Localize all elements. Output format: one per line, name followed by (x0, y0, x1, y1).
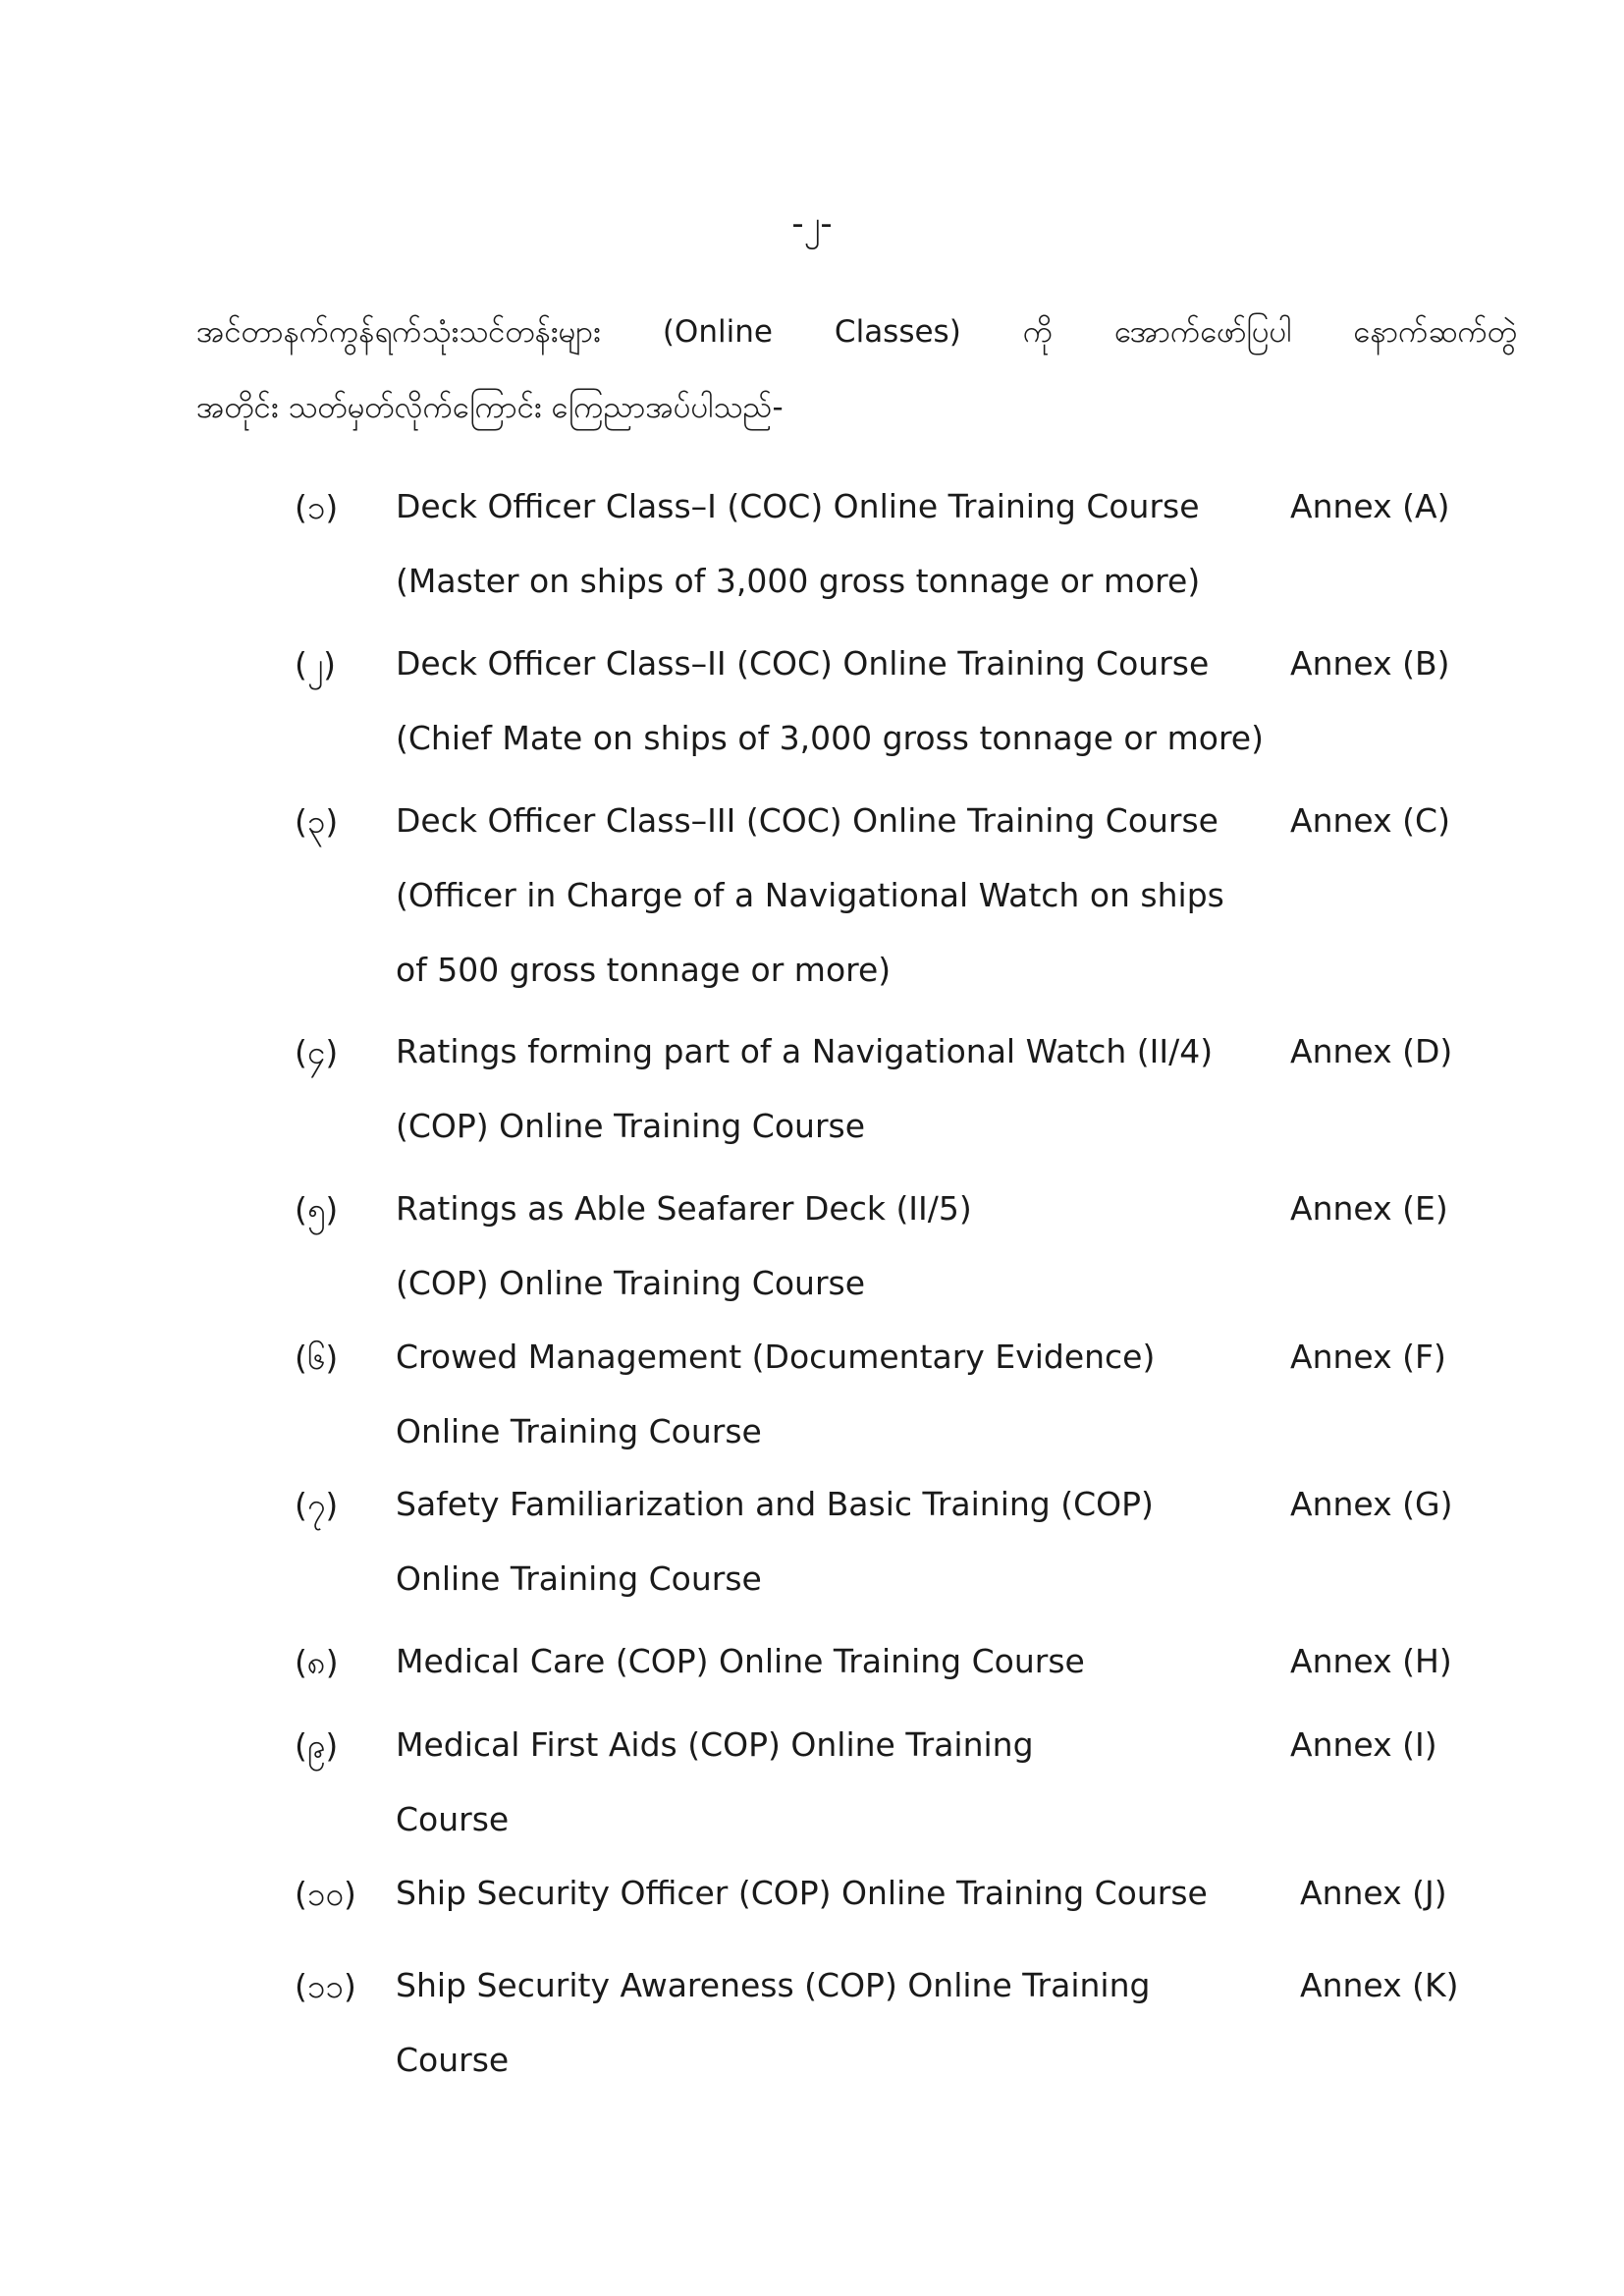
intro-line-1: အင်တာနက်ကွန်ရက်သုံးသင်တန်းများ (Online Classes) ကို အောက်ဖော်ပြပါ နောက်ဆက်တွဲ (196, 314, 1517, 350)
item-number: (၈) (295, 1643, 339, 1681)
annex-label: Annex (D) (1290, 1032, 1453, 1070)
course-title: Deck Officer Class–II (COC) Online Training Course (396, 644, 1210, 683)
item-number: (၅) (295, 1190, 339, 1229)
annex-label: Annex (K) (1300, 1966, 1459, 2004)
annex-label: Annex (J) (1300, 1874, 1447, 1912)
item-number: (၂) (295, 645, 336, 683)
course-subtitle: (Master on ships of 3,000 gross tonnage or more) (396, 562, 1201, 600)
intro-line-2: အတိုင်း သတ်မှတ်လိုက်ကြောင်း ကြေညာအပ်ပါသည်- (196, 390, 784, 425)
annex-label: Annex (F) (1290, 1338, 1446, 1376)
item-number: (၁၀) (295, 1875, 356, 1913)
course-title: Safety Familiarization and Basic Training (COP) (396, 1485, 1154, 1523)
course-subtitle: of 500 gross tonnage or more) (396, 951, 892, 989)
annex-label: Annex (G) (1290, 1485, 1453, 1523)
course-subtitle: (COP) Online Training Course (396, 1264, 866, 1302)
annex-label: Annex (B) (1290, 644, 1450, 683)
annex-label: Annex (E) (1290, 1189, 1448, 1228)
item-number: (၃) (295, 802, 339, 841)
course-title: Ratings forming part of a Navigational Watch (II/4) (396, 1032, 1214, 1070)
annex-label: Annex (C) (1290, 801, 1450, 840)
item-number: (၉) (295, 1726, 339, 1765)
item-number: (၆) (295, 1339, 339, 1377)
course-title: Deck Officer Class–I (COC) Online Training Course (396, 487, 1200, 525)
course-subtitle: Course (396, 2041, 510, 2079)
page-number: -၂- (791, 204, 833, 244)
course-subtitle: Course (396, 1800, 510, 1838)
course-title: Medical Care (COP) Online Training Course (396, 1642, 1085, 1680)
course-title: Crowed Management (Documentary Evidence) (396, 1338, 1156, 1376)
item-number: (၇) (295, 1486, 339, 1524)
course-subtitle: (COP) Online Training Course (396, 1107, 866, 1145)
course-title: Deck Officer Class–III (COC) Online Training Course (396, 801, 1218, 840)
course-title: Medical First Aids (COP) Online Training (396, 1725, 1034, 1764)
course-subtitle: (Officer in Charge of a Navigational Watch on ships (396, 876, 1224, 914)
item-number: (၁၁) (295, 1967, 356, 2005)
annex-label: Annex (H) (1290, 1642, 1452, 1680)
item-number: (၄) (295, 1033, 339, 1071)
course-subtitle: (Chief Mate on ships of 3,000 gross tonnage or more) (396, 719, 1264, 757)
course-title: Ship Security Awareness (COP) Online Training (396, 1966, 1151, 2004)
course-title: Ratings as Able Seafarer Deck (II/5) (396, 1189, 972, 1228)
annex-label: Annex (I) (1290, 1725, 1437, 1764)
course-title: Ship Security Officer (COP) Online Training Course (396, 1874, 1208, 1912)
course-subtitle: Online Training Course (396, 1559, 762, 1598)
item-number: (၁) (295, 488, 339, 526)
annex-label: Annex (A) (1290, 487, 1450, 525)
course-subtitle: Online Training Course (396, 1412, 762, 1450)
